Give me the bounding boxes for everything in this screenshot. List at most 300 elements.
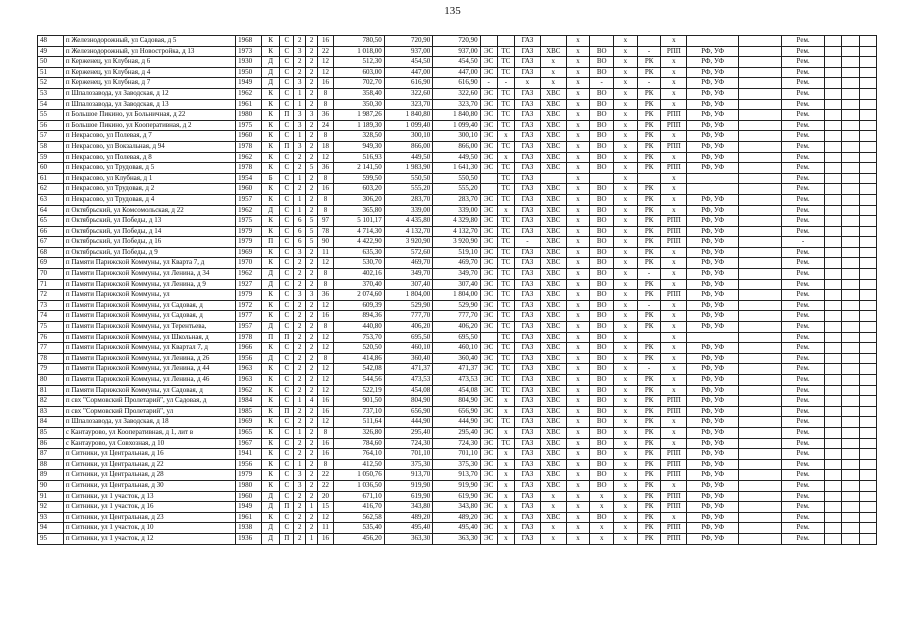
table-cell: ТС bbox=[497, 332, 514, 343]
table-cell: ТС bbox=[497, 88, 514, 99]
table-cell: РК bbox=[637, 417, 661, 428]
table-cell: Рем. bbox=[782, 438, 825, 449]
table-cell: х bbox=[661, 258, 687, 269]
table-cell: 495,40 bbox=[433, 523, 480, 534]
table-cell: ВО bbox=[590, 46, 614, 57]
table-cell: РФ, УФ bbox=[687, 449, 739, 460]
table-cell bbox=[637, 173, 661, 184]
table-cell: ВО bbox=[590, 470, 614, 481]
table-cell bbox=[738, 163, 781, 174]
table-cell: 1960 bbox=[236, 131, 262, 142]
table-cell: С bbox=[280, 184, 294, 195]
table-cell: 8 bbox=[317, 99, 333, 110]
empty-cell bbox=[825, 480, 842, 491]
table-cell: 1 840,80 bbox=[433, 110, 480, 121]
table-cell: ГАЗ bbox=[515, 67, 541, 78]
table-cell: х bbox=[661, 99, 687, 110]
table-cell: х bbox=[540, 78, 566, 89]
table-cell: 65 bbox=[38, 216, 64, 227]
table-cell: 780,50 bbox=[334, 36, 385, 47]
table-cell: 1980 bbox=[236, 480, 262, 491]
table-cell: П bbox=[262, 237, 280, 248]
table-cell: ЭС bbox=[480, 311, 497, 322]
table-cell: 48 bbox=[38, 36, 64, 47]
table-cell: ТС bbox=[497, 300, 514, 311]
table-cell: К bbox=[262, 300, 280, 311]
table-cell: 2 bbox=[294, 152, 306, 163]
table-cell: С bbox=[280, 99, 294, 110]
table-cell: п Железнодорожный, ул Садовая, д 5 bbox=[63, 36, 235, 47]
table-cell: 16 bbox=[317, 184, 333, 195]
table-cell: РФ, УФ bbox=[687, 237, 739, 248]
empty-cell bbox=[825, 512, 842, 523]
table-cell bbox=[590, 36, 614, 47]
table-cell: ХВС bbox=[540, 406, 566, 417]
table-cell: С bbox=[280, 417, 294, 428]
empty-cell bbox=[859, 375, 876, 386]
table-cell: 75 bbox=[38, 322, 64, 333]
table-cell: п Керженец, ул Клубная, д 6 bbox=[63, 57, 235, 68]
table-row bbox=[38, 216, 877, 227]
table-cell: 1968 bbox=[236, 36, 262, 47]
table-row bbox=[38, 184, 877, 195]
table-cell: РК bbox=[637, 194, 661, 205]
table-cell: ГАЗ bbox=[515, 88, 541, 99]
table-cell: 777,70 bbox=[433, 311, 480, 322]
table-cell: РПП bbox=[661, 396, 687, 407]
empty-cell bbox=[859, 269, 876, 280]
table-cell: 1967 bbox=[236, 438, 262, 449]
table-cell: 2 bbox=[306, 300, 318, 311]
table-cell: 2 bbox=[306, 46, 318, 57]
table-cell: РПП bbox=[661, 216, 687, 227]
table-cell: ТС bbox=[497, 322, 514, 333]
table-cell: п Ситники, ул 1 участок, д 13 bbox=[63, 491, 235, 502]
table-cell: х bbox=[540, 57, 566, 68]
table-cell: х bbox=[566, 226, 590, 237]
table-cell: 20 bbox=[317, 491, 333, 502]
table-cell: 283,70 bbox=[384, 194, 432, 205]
table-cell: Рем. bbox=[782, 375, 825, 386]
empty-cell bbox=[825, 279, 842, 290]
table-cell: 3 bbox=[306, 110, 318, 121]
table-cell: ЭС bbox=[480, 322, 497, 333]
table-cell: РФ, УФ bbox=[687, 247, 739, 258]
table-cell bbox=[687, 332, 739, 343]
empty-cell bbox=[859, 131, 876, 142]
empty-cell bbox=[825, 406, 842, 417]
table-cell: 1977 bbox=[236, 311, 262, 322]
table-cell: 5 101,17 bbox=[334, 216, 385, 227]
table-cell: ХВС bbox=[540, 470, 566, 481]
table-cell: 58 bbox=[38, 141, 64, 152]
table-cell: РПП bbox=[661, 226, 687, 237]
table-cell: ХВС bbox=[540, 449, 566, 460]
table-cell: ГАЗ bbox=[515, 375, 541, 386]
table-cell: ЭС bbox=[480, 237, 497, 248]
table-cell: 36 bbox=[317, 163, 333, 174]
table-cell: ВО bbox=[590, 480, 614, 491]
table-cell: 2 bbox=[306, 491, 318, 502]
table-cell: ВО bbox=[590, 396, 614, 407]
table-cell: 1 bbox=[306, 502, 318, 513]
empty-cell bbox=[825, 533, 842, 544]
table-cell: 2 bbox=[294, 375, 306, 386]
table-cell bbox=[738, 300, 781, 311]
table-cell: 8 bbox=[317, 88, 333, 99]
table-cell: ЭС bbox=[480, 512, 497, 523]
table-cell: п Шпалозавода, ул Заводская, д 12 bbox=[63, 88, 235, 99]
empty-cell bbox=[842, 470, 859, 481]
table-cell: Рем. bbox=[782, 216, 825, 227]
table-cell: 78 bbox=[317, 226, 333, 237]
table-cell: ВО bbox=[590, 449, 614, 460]
table-cell: 720,90 bbox=[433, 36, 480, 47]
table-cell: 6 bbox=[294, 216, 306, 227]
table-cell: х bbox=[566, 523, 590, 534]
table-cell: 1 bbox=[294, 194, 306, 205]
table-cell bbox=[590, 173, 614, 184]
table-cell: х bbox=[614, 406, 638, 417]
table-cell: ТС bbox=[497, 247, 514, 258]
table-cell: ТС bbox=[497, 343, 514, 354]
empty-cell bbox=[825, 322, 842, 333]
table-cell: ГАЗ bbox=[515, 226, 541, 237]
empty-cell bbox=[842, 343, 859, 354]
table-cell: п Керженец, ул Клубная, д 4 bbox=[63, 67, 235, 78]
empty-cell bbox=[859, 226, 876, 237]
table-cell: 16 bbox=[317, 533, 333, 544]
table-cell: х bbox=[661, 300, 687, 311]
table-cell: 90 bbox=[317, 237, 333, 248]
table-cell: РК bbox=[637, 406, 661, 417]
table-cell: п Ситники, ул Центральная, д 23 bbox=[63, 512, 235, 523]
table-cell: ЭС bbox=[480, 57, 497, 68]
table-cell bbox=[480, 332, 497, 343]
empty-cell bbox=[825, 226, 842, 237]
table-cell: 2 141,50 bbox=[334, 163, 385, 174]
table-cell: РПП bbox=[661, 141, 687, 152]
table-cell: С bbox=[280, 438, 294, 449]
table-cell bbox=[738, 247, 781, 258]
table-cell: х bbox=[661, 88, 687, 99]
table-cell: РК bbox=[637, 279, 661, 290]
table-cell: Рем. bbox=[782, 36, 825, 47]
table-cell: 1963 bbox=[236, 375, 262, 386]
table-cell: п Памяти Парижской Коммуны, ул Садовая, д bbox=[63, 300, 235, 311]
table-cell: п Ситники, ул 1 участок, д 16 bbox=[63, 502, 235, 513]
table-cell: РПП bbox=[661, 120, 687, 131]
table-row bbox=[38, 269, 877, 280]
table-cell: 454,08 bbox=[384, 385, 432, 396]
table-cell: 550,50 bbox=[384, 173, 432, 184]
table-cell: 1962 bbox=[236, 269, 262, 280]
table-cell bbox=[738, 269, 781, 280]
table-cell bbox=[738, 216, 781, 227]
table-cell: С bbox=[280, 67, 294, 78]
table-cell: 11 bbox=[317, 247, 333, 258]
empty-cell bbox=[859, 427, 876, 438]
table-row bbox=[38, 279, 877, 290]
table-cell: РФ, УФ bbox=[687, 343, 739, 354]
table-cell: 69 bbox=[38, 258, 64, 269]
table-cell: 2 bbox=[306, 353, 318, 364]
table-cell: РПП bbox=[661, 470, 687, 481]
table-row bbox=[38, 470, 877, 481]
table-cell: х bbox=[614, 205, 638, 216]
table-cell: х bbox=[614, 99, 638, 110]
empty-cell bbox=[825, 385, 842, 396]
table-cell bbox=[480, 36, 497, 47]
table-cell: п Некрасово, ул Полевая, д 7 bbox=[63, 131, 235, 142]
table-cell: ВО bbox=[590, 247, 614, 258]
empty-cell bbox=[842, 300, 859, 311]
table-cell: 12 bbox=[317, 300, 333, 311]
empty-cell bbox=[825, 269, 842, 280]
table-cell: 1 050,76 bbox=[334, 470, 385, 481]
table-cell: п Памяти Парижской Коммуны, ул Ленина, д 44 bbox=[63, 364, 235, 375]
table-cell: 919,90 bbox=[384, 480, 432, 491]
table-cell: 2 bbox=[306, 184, 318, 195]
table-cell: 1 bbox=[294, 88, 306, 99]
table-cell: х bbox=[614, 427, 638, 438]
table-cell bbox=[738, 194, 781, 205]
table-cell: 1962 bbox=[236, 385, 262, 396]
table-cell: - bbox=[637, 78, 661, 89]
table-cell: 363,30 bbox=[433, 533, 480, 544]
table-cell: РФ, УФ bbox=[687, 205, 739, 216]
table-cell: 16 bbox=[317, 36, 333, 47]
table-cell: 1966 bbox=[236, 343, 262, 354]
table-cell: ХВС bbox=[540, 480, 566, 491]
table-cell: РФ, УФ bbox=[687, 131, 739, 142]
table-cell: С bbox=[280, 120, 294, 131]
table-cell: РФ, УФ bbox=[687, 300, 739, 311]
table-cell: 1956 bbox=[236, 459, 262, 470]
table-cell: Рем. bbox=[782, 311, 825, 322]
table-cell: 1 bbox=[294, 173, 306, 184]
table-cell bbox=[738, 353, 781, 364]
table-cell bbox=[738, 184, 781, 195]
table-cell: 16 bbox=[317, 438, 333, 449]
table-cell: 12 bbox=[317, 375, 333, 386]
table-cell: ВО bbox=[590, 99, 614, 110]
table-cell: ГАЗ bbox=[515, 523, 541, 534]
table-cell: 2 bbox=[294, 258, 306, 269]
table-cell: 784,60 bbox=[334, 438, 385, 449]
table-cell: 349,70 bbox=[384, 269, 432, 280]
table-cell: 12 bbox=[317, 57, 333, 68]
empty-cell bbox=[825, 36, 842, 47]
table-cell: РК bbox=[637, 290, 661, 301]
table-cell: РК bbox=[637, 120, 661, 131]
table-cell: 635,30 bbox=[334, 247, 385, 258]
empty-cell bbox=[842, 332, 859, 343]
table-cell: С bbox=[280, 427, 294, 438]
table-cell: 1 840,80 bbox=[384, 110, 432, 121]
table-cell: п Шпалозавода, ул Заводская, д 13 bbox=[63, 99, 235, 110]
table-cell: 2 bbox=[294, 36, 306, 47]
table-cell: РФ, УФ bbox=[687, 480, 739, 491]
table-cell: 656,90 bbox=[433, 406, 480, 417]
table-cell: 54 bbox=[38, 99, 64, 110]
table-cell: - bbox=[637, 364, 661, 375]
table-cell: х bbox=[614, 470, 638, 481]
table-cell: Рем. bbox=[782, 491, 825, 502]
table-cell: 2 bbox=[306, 332, 318, 343]
table-cell: 619,90 bbox=[433, 491, 480, 502]
table-cell: 406,20 bbox=[433, 322, 480, 333]
empty-cell bbox=[859, 480, 876, 491]
table-cell: п Памяти Парижской Коммуны, ул Школьная, д bbox=[63, 332, 235, 343]
table-cell: ГАЗ bbox=[515, 152, 541, 163]
table-cell: 2 bbox=[306, 131, 318, 142]
table-cell: ГАЗ bbox=[515, 258, 541, 269]
table-cell: Рем. bbox=[782, 353, 825, 364]
table-cell: Рем. bbox=[782, 173, 825, 184]
table-cell: х bbox=[614, 438, 638, 449]
table-cell: К bbox=[262, 396, 280, 407]
table-cell: Рем. bbox=[782, 512, 825, 523]
table-cell: ЭС bbox=[480, 385, 497, 396]
table-cell: х bbox=[614, 533, 638, 544]
table-cell: Д bbox=[262, 502, 280, 513]
table-cell: х bbox=[614, 57, 638, 68]
table-cell: РФ, УФ bbox=[687, 523, 739, 534]
table-cell: х bbox=[497, 396, 514, 407]
table-cell: ХВС bbox=[540, 269, 566, 280]
table-cell: 22 bbox=[317, 480, 333, 491]
empty-cell bbox=[842, 279, 859, 290]
table-cell: 370,40 bbox=[334, 279, 385, 290]
table-cell: Рем. bbox=[782, 533, 825, 544]
empty-cell bbox=[825, 184, 842, 195]
table-cell: РПП bbox=[661, 449, 687, 460]
table-cell: - bbox=[480, 78, 497, 89]
table-cell: 8 bbox=[317, 194, 333, 205]
table-cell: Д bbox=[262, 57, 280, 68]
table-cell: 1 bbox=[306, 533, 318, 544]
table-row bbox=[38, 523, 877, 534]
table-cell: Рем. bbox=[782, 120, 825, 131]
table-cell: К bbox=[262, 470, 280, 481]
empty-cell bbox=[825, 343, 842, 354]
empty-cell bbox=[842, 141, 859, 152]
table-cell: 2 bbox=[294, 512, 306, 523]
table-cell: П bbox=[280, 332, 294, 343]
table-cell: 2 bbox=[294, 279, 306, 290]
table-cell bbox=[480, 173, 497, 184]
table-cell: ХВС bbox=[540, 375, 566, 386]
table-cell bbox=[738, 279, 781, 290]
table-cell: 2 bbox=[306, 36, 318, 47]
table-cell: РФ, УФ bbox=[687, 269, 739, 280]
table-cell: х bbox=[661, 438, 687, 449]
table-cell: ГАЗ bbox=[515, 99, 541, 110]
table-cell: ВО bbox=[590, 512, 614, 523]
table-cell: 555,20 bbox=[433, 184, 480, 195]
empty-cell bbox=[825, 427, 842, 438]
table-cell: 1980 bbox=[236, 110, 262, 121]
table-cell: х bbox=[566, 512, 590, 523]
table-cell: п Некрасово, ул Полевая, д 8 bbox=[63, 152, 235, 163]
table-cell: х bbox=[566, 332, 590, 343]
table-row bbox=[38, 533, 877, 544]
table-cell: Рем. bbox=[782, 57, 825, 68]
table-cell: ЭС bbox=[480, 141, 497, 152]
table-cell: ХВС bbox=[540, 459, 566, 470]
empty-cell bbox=[825, 417, 842, 428]
table-cell: РК bbox=[637, 184, 661, 195]
table-cell: 49 bbox=[38, 46, 64, 57]
table-cell: РК bbox=[637, 491, 661, 502]
table-cell: п свх "Сормовский Пролетарий", ул bbox=[63, 406, 235, 417]
table-cell: х bbox=[566, 110, 590, 121]
table-cell: х bbox=[614, 36, 638, 47]
table-cell: 2 bbox=[294, 67, 306, 78]
table-cell: х bbox=[540, 67, 566, 78]
table-cell: п свх "Сормовский Пролетарий", ул Садовая, д bbox=[63, 396, 235, 407]
table-cell: 1969 bbox=[236, 247, 262, 258]
table-cell: ГАЗ bbox=[515, 163, 541, 174]
table-cell: ЭС bbox=[480, 194, 497, 205]
empty-cell bbox=[859, 438, 876, 449]
table-cell: 512,30 bbox=[334, 57, 385, 68]
table-cell: РК bbox=[637, 396, 661, 407]
table-cell bbox=[738, 88, 781, 99]
table-row bbox=[38, 46, 877, 57]
table-cell: ТС bbox=[497, 417, 514, 428]
table-cell: х bbox=[614, 46, 638, 57]
table-cell: ХВС bbox=[540, 163, 566, 174]
table-cell: п Памяти Парижской Коммуны, ул Ленина, д 34 bbox=[63, 269, 235, 280]
table-cell: ВО bbox=[590, 279, 614, 290]
table-cell: С bbox=[280, 512, 294, 523]
table-cell bbox=[738, 375, 781, 386]
empty-cell bbox=[842, 290, 859, 301]
table-cell: 1985 bbox=[236, 406, 262, 417]
table-cell: х bbox=[614, 226, 638, 237]
table-cell: п Памяти Парижской Коммуны, ул bbox=[63, 290, 235, 301]
empty-cell bbox=[825, 120, 842, 131]
table-cell: х bbox=[566, 194, 590, 205]
table-cell: 804,90 bbox=[384, 396, 432, 407]
table-cell: х bbox=[566, 300, 590, 311]
table-cell bbox=[738, 322, 781, 333]
table-row bbox=[38, 205, 877, 216]
table-cell: ВО bbox=[590, 237, 614, 248]
empty-cell bbox=[842, 99, 859, 110]
table-cell bbox=[738, 343, 781, 354]
table-cell: 1961 bbox=[236, 99, 262, 110]
table-cell: х bbox=[614, 120, 638, 131]
table-cell: 82 bbox=[38, 396, 64, 407]
table-cell: ЭС bbox=[480, 46, 497, 57]
table-cell: 1972 bbox=[236, 300, 262, 311]
table-cell: 1 804,00 bbox=[433, 290, 480, 301]
table-cell: 412,50 bbox=[334, 459, 385, 470]
table-cell: 1962 bbox=[236, 88, 262, 99]
table-cell: Рем. bbox=[782, 396, 825, 407]
table-cell bbox=[687, 36, 739, 47]
table-cell: ХВС bbox=[540, 88, 566, 99]
empty-cell bbox=[842, 353, 859, 364]
table-cell: РФ, УФ bbox=[687, 78, 739, 89]
empty-cell bbox=[825, 152, 842, 163]
empty-cell bbox=[842, 78, 859, 89]
table-cell: 2 bbox=[306, 512, 318, 523]
empty-cell bbox=[859, 141, 876, 152]
